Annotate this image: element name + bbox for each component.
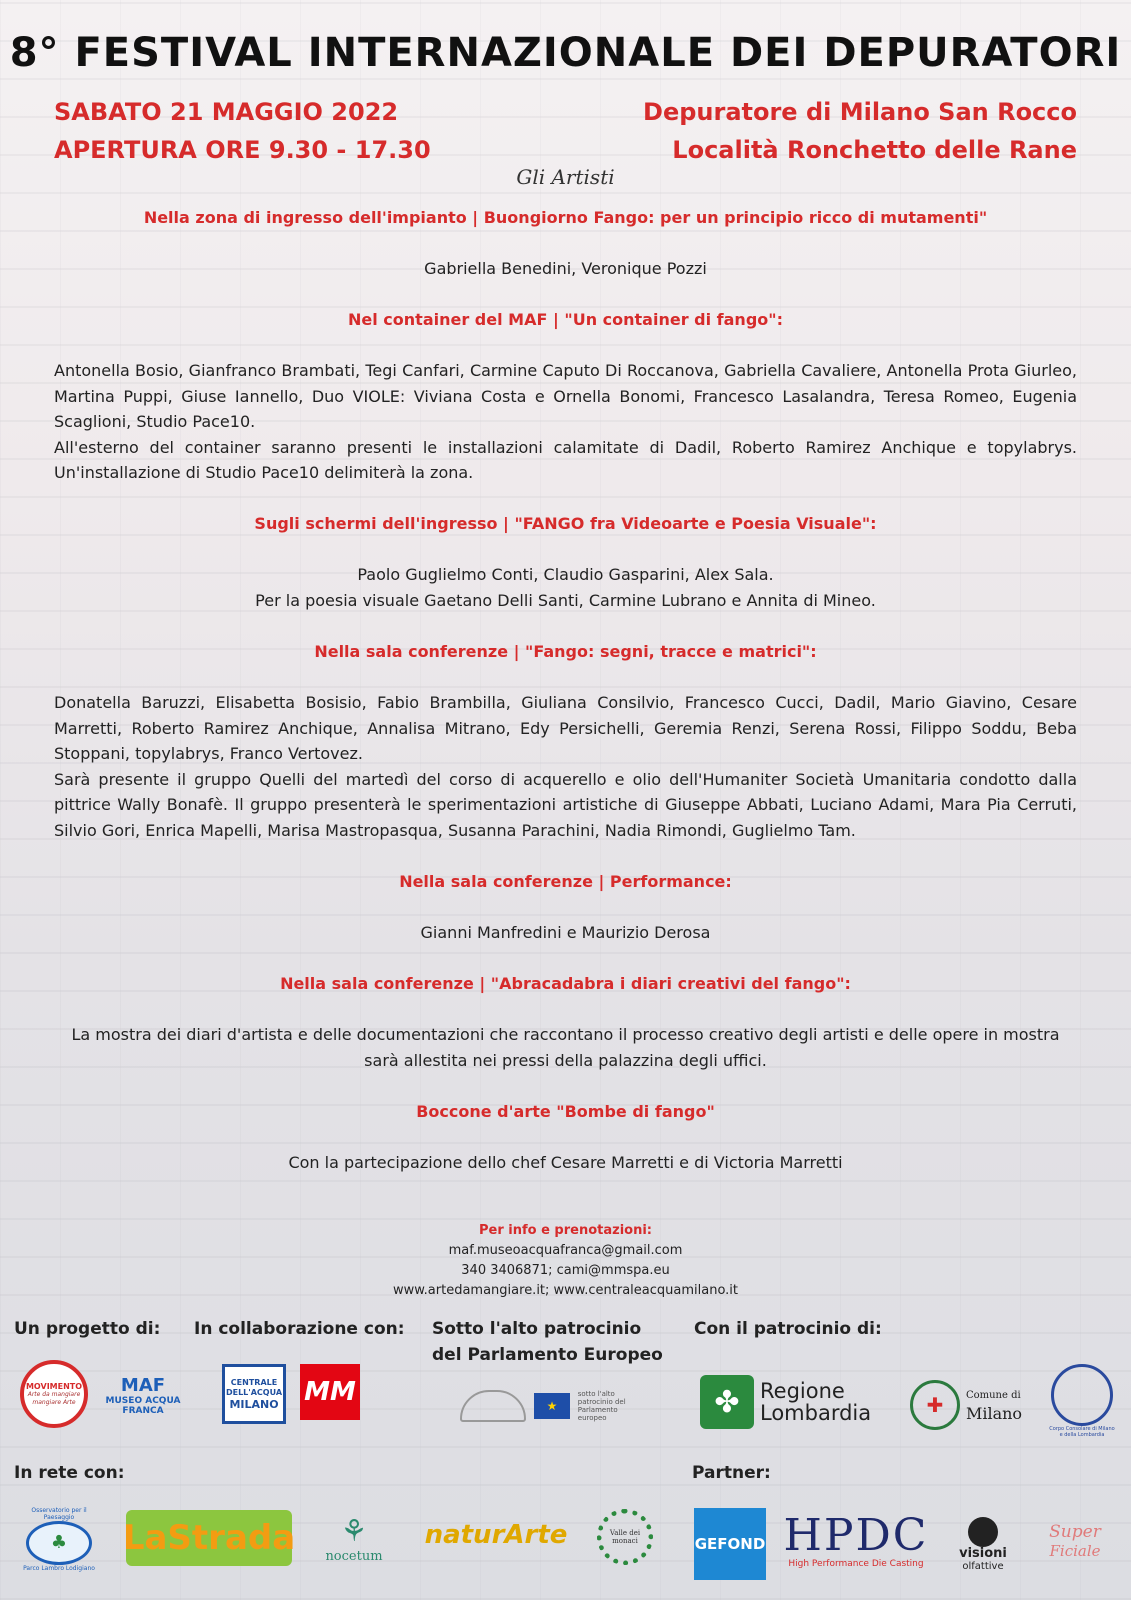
contact-info	[0, 1221, 1131, 1301]
collab-label: In collaborazione con:	[194, 1319, 405, 1339]
visioni-olfattive-logo: visioni olfattive	[950, 1514, 1016, 1576]
section-line: Gabriella Benedini, Veronique Pozzi	[424, 259, 707, 278]
section-heading: Boccone d'arte "Bombe di fango"	[416, 1101, 715, 1121]
rosa-camuna-icon: ✤	[700, 1375, 754, 1429]
maf-logo: MAF MUSEO ACQUA FRANCA	[105, 1375, 181, 1416]
gefond-logo: GEFOND	[694, 1508, 766, 1580]
ep-label: Sotto l'alto patrocinio del Parlamento Europeo	[432, 1319, 663, 1365]
section-paragraph: Donatella Baruzzi, Elisabetta Bosisio, Fabio Brambilla, Giuliana Consilvio, Francesco Cucci, Dadil, Mario Giavino, Cesare Marretti, Roberto Ramirez Anchique, Annalisa Mitrano, Edy Persichelli, Geremia Renzi, Serena Rossi, Filippo Soddu, Beba Stoppani, topylabrys, Franco Vertovez.	[54, 692, 1077, 764]
section-line: Gianni Manfredini e Maurizio Derosa	[420, 922, 711, 942]
superficiale-logo: Super Ficiale	[1049, 1522, 1101, 1560]
tree-icon: ⚘	[340, 1513, 368, 1549]
drop-icon	[968, 1517, 998, 1547]
section-line: La mostra dei diari d'artista e delle documentazioni che raccontano il processo creativo degli artisti e delle opere in mostra sarà allestita nei pressi della palazzina degli uffici.	[71, 1024, 1060, 1070]
event-date-block	[54, 93, 431, 169]
event-venue: Depuratore di Milano San Rocco	[643, 98, 1077, 126]
section-paragraph: All'esterno del container saranno presenti le installazioni calamitate di Dadil, Roberto Ramirez Anchique e topylabrys. Un'installazione di Studio Pace10 delimiterà la zona.	[54, 437, 1077, 483]
artists-heading: Gli Artisti	[516, 165, 615, 189]
corpo-consolare-logo: Corpo Consolare di Milano e della Lombardia	[1048, 1360, 1116, 1442]
partner-label: Partner:	[692, 1463, 771, 1483]
comune-milano-logo: ✚ Comune di Milano	[902, 1380, 1030, 1430]
section-heading: Nel container del MAF | "Un container di fango":	[348, 310, 783, 329]
naturarte-logo: naturArte	[424, 1520, 568, 1550]
centrale-acqua-logo: CENTRALE DELL'ACQUA MILANO	[222, 1364, 286, 1424]
movimento-logo: MOVIMENTO Arte da mangiare mangiare Arte	[20, 1360, 88, 1428]
lastrada-logo: LaStrada	[126, 1510, 292, 1566]
contact-email[interactable]: maf.museoacquafranca@gmail.com	[448, 1243, 683, 1258]
contact-label: Per info e prenotazioni:	[478, 1223, 653, 1238]
regione-lombardia-logo: ✤ Regione Lombardia	[700, 1374, 885, 1430]
european-parliament-logo: ★ sotto l'alto patrocinio del Parlamento europeo	[460, 1388, 640, 1424]
section-heading: Sugli schermi dell'ingresso | "FANGO fra Videoarte e Poesia Visuale":	[254, 513, 877, 533]
section-paragraph: Sarà presente il gruppo Quelli del martedì del corso di acquerello e olio dell'Humaniter Società Umanitaria condotto dalla pittrice Wally Bonafè. Il gruppo presenterà le sperimentazioni artistiche di Giuseppe Abbati, Luciano Adami, Mara Pia Cerruti, Silvio Gori, Enrica Mapelli, Marisa Mastropasqua, Susanna Parachini, Nadia Rimondi, Guglielmo Tam.	[54, 769, 1077, 840]
milano-crest-icon: ✚	[910, 1380, 960, 1430]
hpdc-logo: HPDC High Performance Die Casting	[783, 1510, 929, 1569]
landscape-icon: ♣	[26, 1521, 92, 1565]
event-hours: APERTURA ORE 9.30 - 17.30	[54, 136, 431, 164]
section-line: Paolo Guglielmo Conti, Claudio Gasparini, Alex Sala.	[357, 564, 774, 584]
event-locality: Località Ronchetto delle Rane	[672, 136, 1077, 164]
contact-web[interactable]: www.artedamangiare.it; www.centraleacquamilano.it	[392, 1283, 739, 1298]
valle-dei-monaci-logo: Valle dei monaci	[592, 1504, 658, 1570]
parliament-icon	[460, 1390, 526, 1422]
nocetum-logo: ⚘ nocetum	[325, 1513, 383, 1564]
section-line: Con la partecipazione dello chef Cesare Marretti e di Victoria Marretti	[288, 1152, 843, 1172]
project-label: Un progetto di:	[14, 1319, 161, 1339]
section-heading: Nella sala conferenze | "Fango: segni, tracce e matrici":	[314, 641, 817, 661]
osservatorio-paesaggio-logo: Osservatorio per il Paesaggio ♣ Parco Lambro Lodigiano	[23, 1506, 95, 1572]
section-heading: Nella zona di ingresso dell'impianto | Buongiorno Fango: per un principio ricco di mutamenti"	[143, 208, 988, 227]
contact-phone: 340 3406871; cami@mmspa.eu	[461, 1263, 670, 1278]
section-line: Per la poesia visuale Gaetano Delli Santi, Carmine Lubrano e Annita di Mineo.	[255, 590, 876, 610]
event-venue-block	[643, 93, 1077, 169]
section-heading: Nella sala conferenze | Performance:	[399, 871, 732, 891]
mm-logo: MM	[300, 1364, 360, 1420]
event-date: SABATO 21 MAGGIO 2022	[54, 98, 399, 126]
programme	[54, 205, 1077, 1176]
network-label: In rete con:	[14, 1463, 125, 1483]
section-heading: Nella sala conferenze | "Abracadabra i diari creativi del fango":	[280, 973, 851, 993]
page-title: 8° FESTIVAL INTERNAZIONALE DEI DEPURATORI	[9, 30, 1122, 76]
eu-flag-icon: ★	[534, 1393, 570, 1419]
section-paragraph: Antonella Bosio, Gianfranco Brambati, Tegi Canfari, Carmine Caputo Di Roccanova, Gabriella Cavaliere, Antonella Prota Giurleo, Martina Puppi, Giuse Iannello, Duo VIOLE: Viviana Costa e Ornella Bonomi, Francesco Lasalandra, Teresa Romeo, Eugenia Scaglioni, Studio Pace10.	[54, 361, 1077, 432]
consular-seal-icon	[1051, 1364, 1113, 1426]
patronage-label: Con il patrocinio di:	[694, 1319, 882, 1339]
